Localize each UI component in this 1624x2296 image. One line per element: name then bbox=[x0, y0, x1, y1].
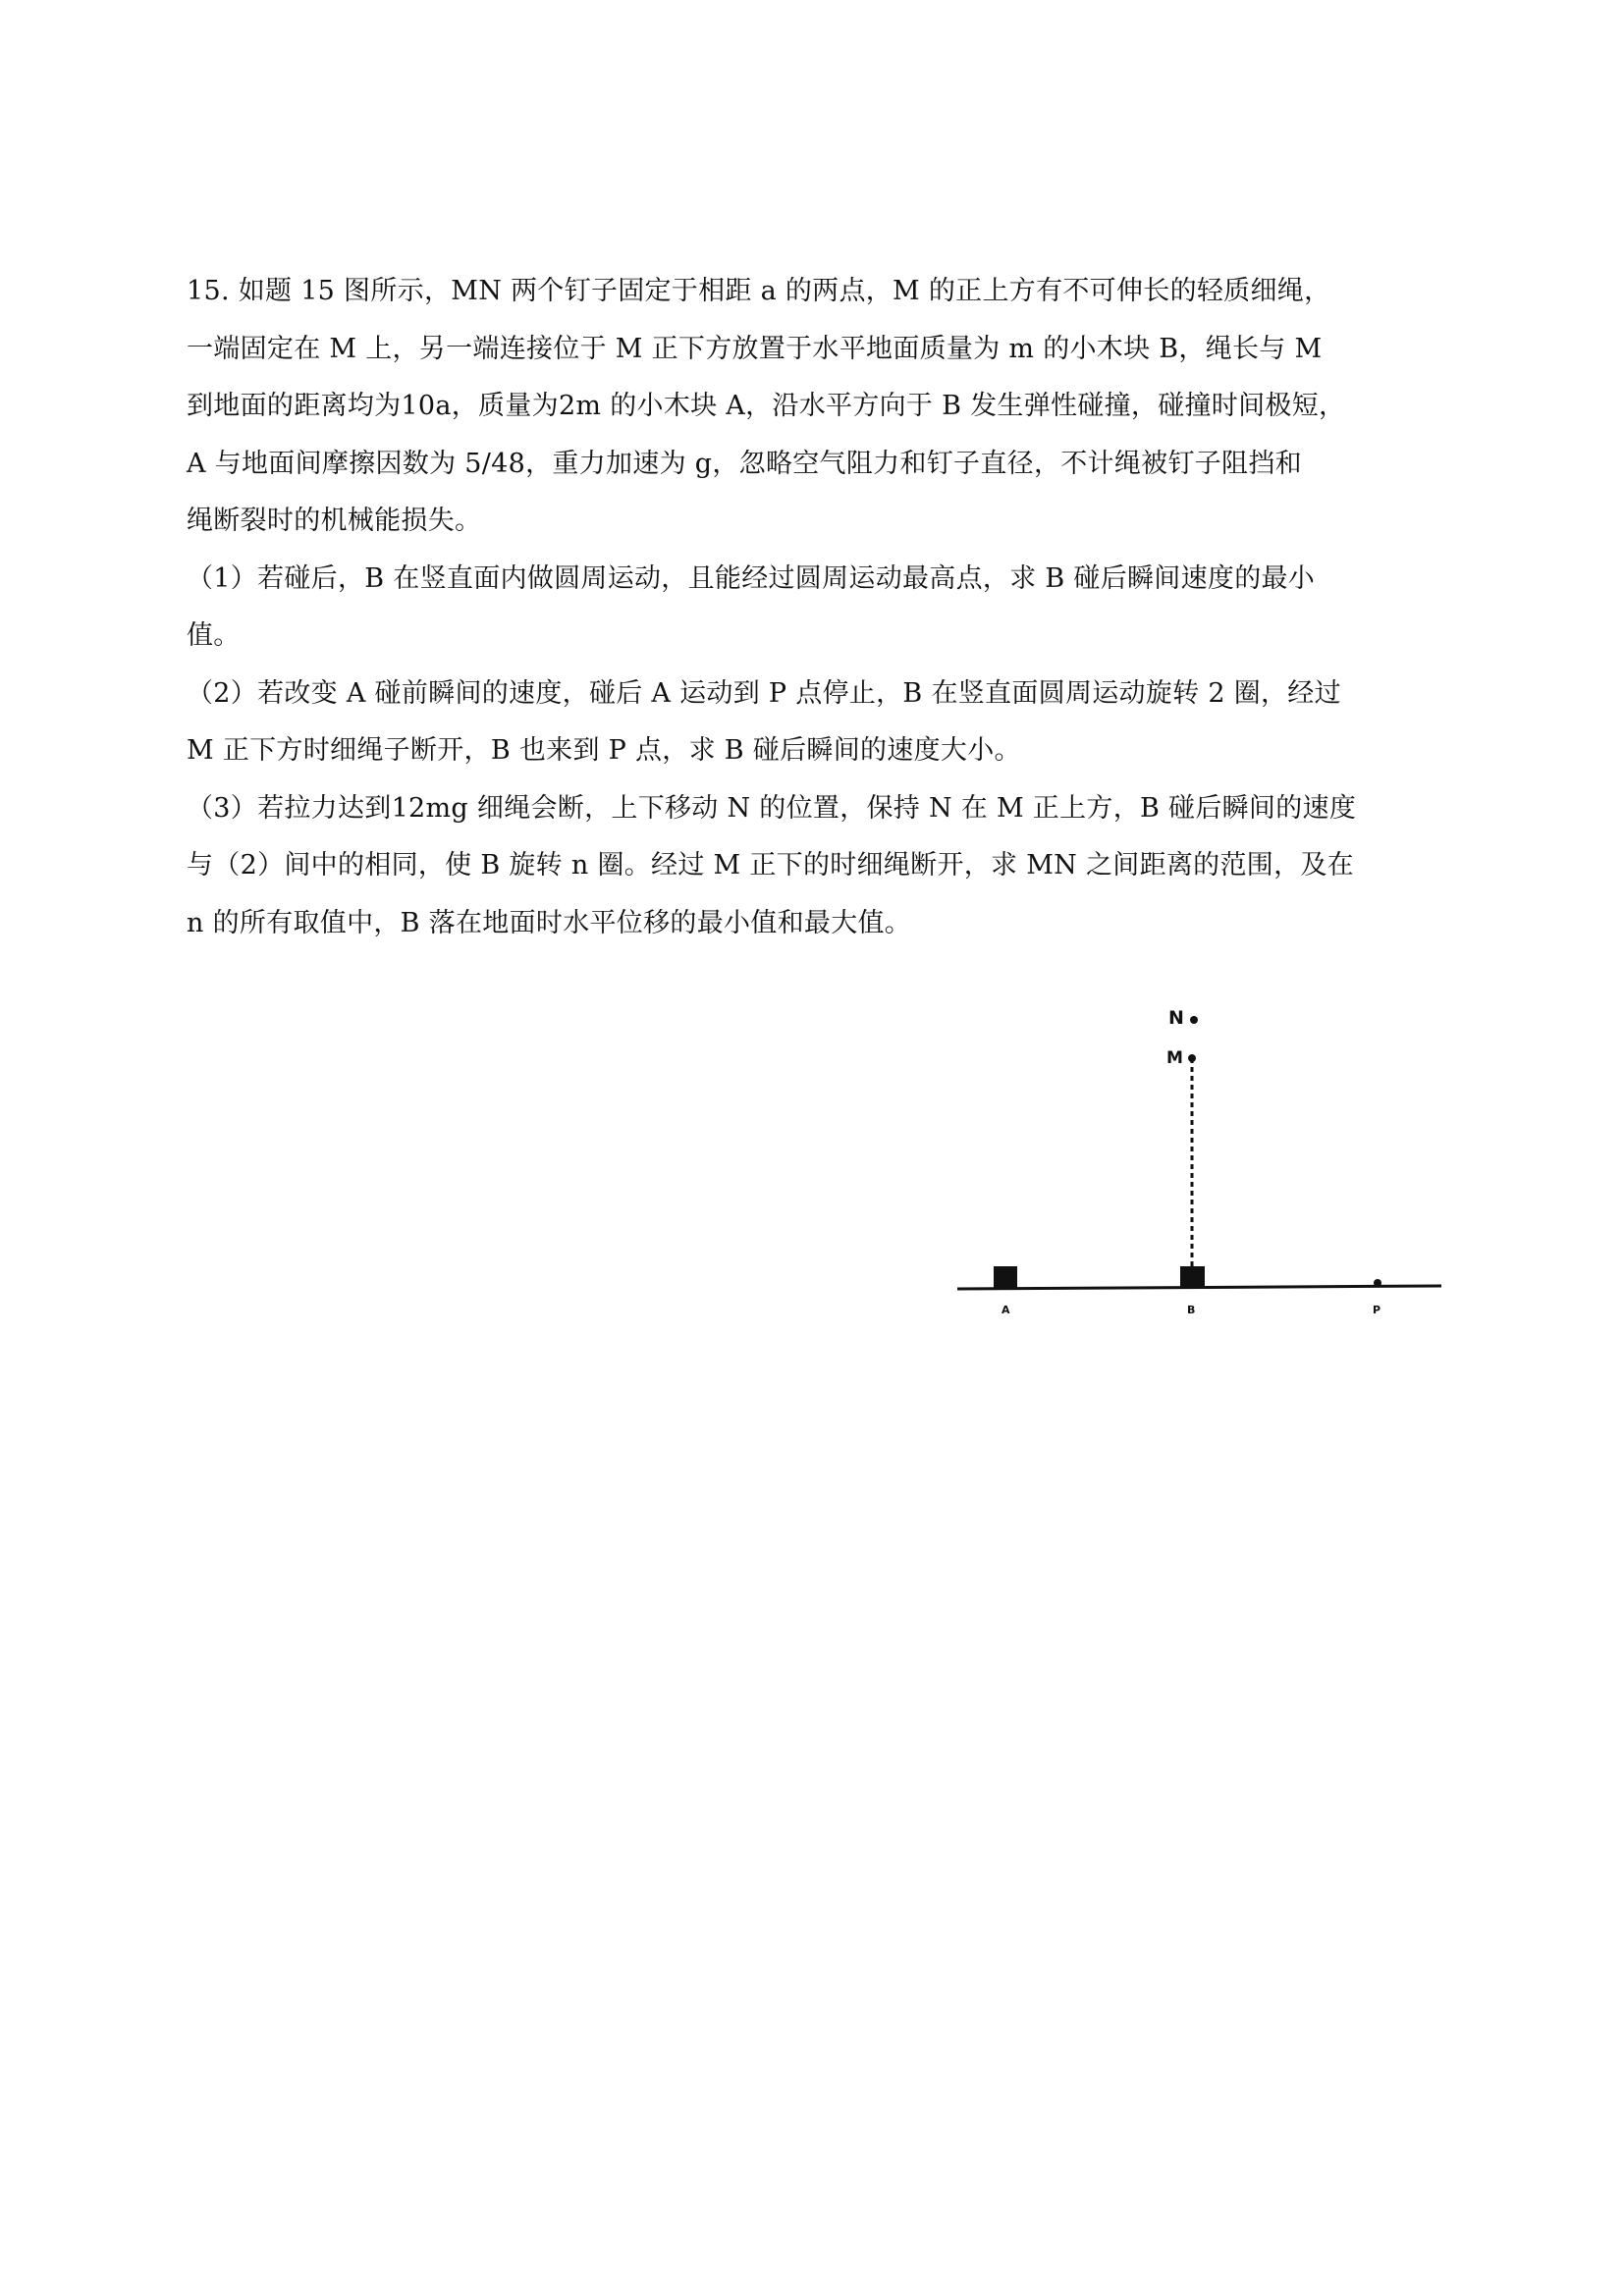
problem-figure bbox=[943, 982, 1453, 1335]
point-p-dot bbox=[1374, 1279, 1381, 1287]
problem-text bbox=[187, 277, 1443, 966]
problem-line-4: A 与地面间摩擦因数为 5/48，重力加速为 g，忽略空气阻力和钉子直径，不计绳被钉子阻挡和 bbox=[187, 448, 1302, 479]
question-3-line-2: 与（2）间中的相同，使 B 旋转 n 圈。经过 M 正下的时细绳断开，求 MN 之间距离的范围，及在 bbox=[187, 850, 1354, 881]
question-2-line-1: （2）若改变 A 碰前瞬间的速度，碰后 A 运动到 P 点停止，B 在竖直面圆周运动旋转 2 圈，经过 bbox=[187, 677, 1341, 709]
label-n: N bbox=[1168, 1007, 1184, 1029]
question-1-line-2: 值。 bbox=[187, 620, 241, 651]
label-a: A bbox=[1001, 1304, 1010, 1316]
label-p: P bbox=[1373, 1304, 1381, 1316]
problem-line-5: 绳断裂时的机械能损失。 bbox=[187, 506, 482, 536]
label-m: M bbox=[1166, 1048, 1183, 1068]
problem-line-1: 15. 如题 15 图所示，MN 两个钉子固定于相距 a 的两点，M 的正上方有不可伸长的轻质细绳， bbox=[187, 276, 1331, 306]
block-a bbox=[994, 1266, 1017, 1288]
question-2-line-2: M 正下方时细绳子断开，B 也来到 P 点，求 B 碰后瞬间的速度大小。 bbox=[187, 735, 1021, 766]
question-1-line-1: （1）若碰后，B 在竖直面内做圆周运动，且能经过圆周运动最高点，求 B 碰后瞬间速度的最小 bbox=[187, 562, 1316, 594]
question-3-line-3: n 的所有取值中，B 落在地面时水平位移的最小值和最大值。 bbox=[187, 907, 912, 938]
problem-line-3: 到地面的距离均为10a，质量为2m 的小木块 A，沿水平方向于 B 发生弹性碰撞，碰撞时间极短， bbox=[187, 391, 1346, 421]
nail-m-dot bbox=[1188, 1054, 1196, 1062]
question-3-line-1: （3）若拉力达到12mg 细绳会断，上下移动 N 的位置，保持 N 在 M 正上方，B 碰后瞬间的速度 bbox=[187, 792, 1357, 824]
figure-svg bbox=[943, 982, 1453, 1335]
nail-n-dot bbox=[1190, 1016, 1198, 1024]
problem-line-2: 一端固定在 M 上，另一端连接位于 M 正下方放置于水平地面质量为 m 的小木块 B，绳长与 M bbox=[187, 333, 1323, 364]
block-b bbox=[1180, 1266, 1205, 1288]
label-b: B bbox=[1187, 1304, 1196, 1316]
